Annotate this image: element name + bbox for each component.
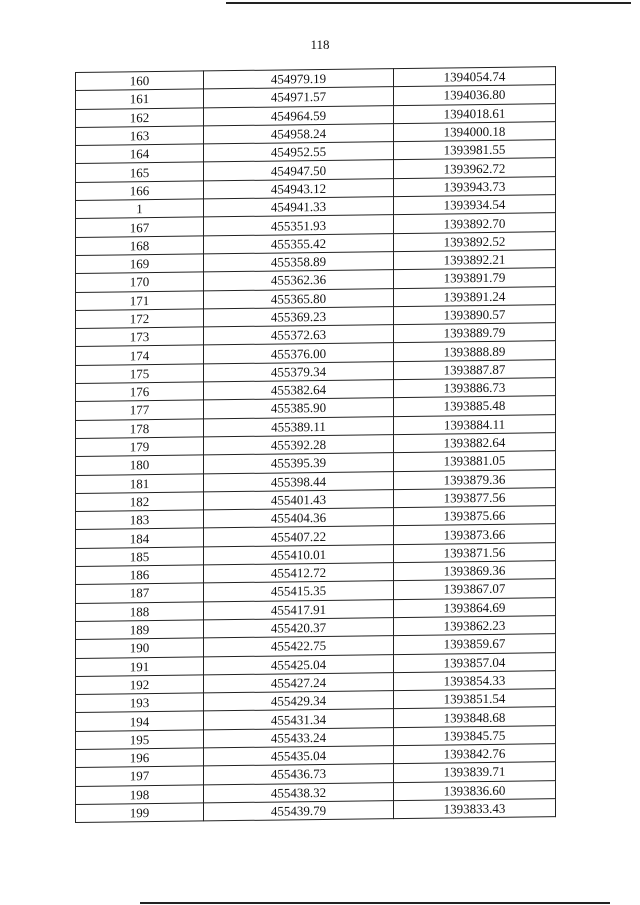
point-number-cell: 178 bbox=[76, 419, 204, 439]
point-number-cell: 176 bbox=[76, 382, 204, 402]
x-coordinate-cell: 455389.11 bbox=[204, 416, 394, 437]
y-coordinate-cell: 1393857.04 bbox=[394, 652, 556, 672]
y-coordinate-cell: 1393892.70 bbox=[394, 213, 556, 233]
y-coordinate-cell: 1393851.54 bbox=[394, 689, 556, 709]
x-coordinate-cell: 455407.22 bbox=[204, 526, 394, 547]
point-number-cell: 174 bbox=[76, 345, 204, 365]
point-number-cell: 195 bbox=[76, 730, 204, 750]
y-coordinate-cell: 1393836.60 bbox=[394, 780, 556, 800]
x-coordinate-cell: 454958.24 bbox=[204, 123, 394, 144]
x-coordinate-cell: 455420.37 bbox=[204, 618, 394, 639]
y-coordinate-cell: 1393943.73 bbox=[394, 176, 556, 196]
x-coordinate-cell: 455365.80 bbox=[204, 288, 394, 309]
page-number: 118 bbox=[310, 37, 330, 52]
x-coordinate-cell: 454971.57 bbox=[204, 87, 394, 108]
x-coordinate-cell: 455427.24 bbox=[204, 672, 394, 693]
point-number-cell: 169 bbox=[76, 254, 204, 274]
point-number-cell: 1 bbox=[76, 199, 204, 219]
y-coordinate-cell: 1393848.68 bbox=[394, 707, 556, 727]
x-coordinate-cell: 455412.72 bbox=[204, 563, 394, 584]
point-number-cell: 185 bbox=[76, 547, 204, 567]
x-coordinate-cell: 455425.04 bbox=[204, 654, 394, 675]
x-coordinate-cell: 455369.23 bbox=[204, 306, 394, 327]
y-coordinate-cell: 1393875.66 bbox=[394, 506, 556, 526]
x-coordinate-cell: 455436.73 bbox=[204, 764, 394, 785]
point-number-cell: 175 bbox=[76, 364, 204, 384]
y-coordinate-cell: 1393881.05 bbox=[394, 451, 556, 471]
x-coordinate-cell: 455355.42 bbox=[204, 233, 394, 254]
point-number-cell: 191 bbox=[76, 656, 204, 676]
top-scan-rule bbox=[226, 2, 631, 4]
y-coordinate-cell: 1393884.11 bbox=[394, 414, 556, 434]
point-number-cell: 196 bbox=[76, 748, 204, 768]
x-coordinate-cell: 454943.12 bbox=[204, 178, 394, 199]
point-number-cell: 180 bbox=[76, 455, 204, 475]
point-number-cell: 199 bbox=[76, 803, 204, 823]
point-number-cell: 177 bbox=[76, 400, 204, 420]
point-number-cell: 190 bbox=[76, 638, 204, 658]
x-coordinate-cell: 454964.59 bbox=[204, 105, 394, 126]
x-coordinate-cell: 455438.32 bbox=[204, 782, 394, 803]
x-coordinate-cell: 455410.01 bbox=[204, 544, 394, 565]
y-coordinate-cell: 1393879.36 bbox=[394, 469, 556, 489]
point-number-cell: 163 bbox=[76, 126, 204, 146]
x-coordinate-cell: 455362.36 bbox=[204, 270, 394, 291]
y-coordinate-cell: 1393842.76 bbox=[394, 744, 556, 764]
y-coordinate-cell: 1393934.54 bbox=[394, 195, 556, 215]
y-coordinate-cell: 1393981.55 bbox=[394, 140, 556, 160]
point-number-cell: 167 bbox=[76, 217, 204, 237]
x-coordinate-cell: 455392.28 bbox=[204, 435, 394, 456]
point-number-cell: 179 bbox=[76, 437, 204, 457]
y-coordinate-cell: 1393885.48 bbox=[394, 396, 556, 416]
y-coordinate-cell: 1393888.89 bbox=[394, 341, 556, 361]
x-coordinate-cell: 455358.89 bbox=[204, 252, 394, 273]
y-coordinate-cell: 1393873.66 bbox=[394, 524, 556, 544]
point-number-cell: 170 bbox=[76, 272, 204, 292]
point-number-cell: 182 bbox=[76, 492, 204, 512]
x-coordinate-cell: 454952.55 bbox=[204, 142, 394, 163]
x-coordinate-cell: 454941.33 bbox=[204, 197, 394, 218]
point-number-cell: 187 bbox=[76, 583, 204, 603]
x-coordinate-cell: 455372.63 bbox=[204, 325, 394, 346]
y-coordinate-cell: 1393859.67 bbox=[394, 634, 556, 654]
y-coordinate-cell: 1393839.71 bbox=[394, 762, 556, 782]
y-coordinate-cell: 1393871.56 bbox=[394, 542, 556, 562]
y-coordinate-cell: 1393869.36 bbox=[394, 561, 556, 581]
coordinates-table-body bbox=[76, 67, 556, 823]
y-coordinate-cell: 1393891.79 bbox=[394, 268, 556, 288]
point-number-cell: 161 bbox=[76, 89, 204, 109]
y-coordinate-cell: 1393892.21 bbox=[394, 250, 556, 270]
x-coordinate-cell: 454947.50 bbox=[204, 160, 394, 181]
y-coordinate-cell: 1393864.69 bbox=[394, 597, 556, 617]
x-coordinate-cell: 455439.79 bbox=[204, 800, 394, 821]
y-coordinate-cell: 1394054.74 bbox=[394, 67, 556, 87]
x-coordinate-cell: 455404.36 bbox=[204, 508, 394, 529]
y-coordinate-cell: 1393877.56 bbox=[394, 487, 556, 507]
y-coordinate-cell: 1393892.52 bbox=[394, 231, 556, 251]
point-number-cell: 165 bbox=[76, 162, 204, 182]
point-number-cell: 194 bbox=[76, 711, 204, 731]
point-number-cell: 160 bbox=[76, 71, 204, 91]
point-number-cell: 186 bbox=[76, 565, 204, 585]
x-coordinate-cell: 455398.44 bbox=[204, 471, 394, 492]
x-coordinate-cell: 455401.43 bbox=[204, 489, 394, 510]
x-coordinate-cell: 455415.35 bbox=[204, 581, 394, 602]
point-number-cell: 184 bbox=[76, 528, 204, 548]
x-coordinate-cell: 455433.24 bbox=[204, 727, 394, 748]
point-number-cell: 168 bbox=[76, 236, 204, 256]
point-number-cell: 171 bbox=[76, 290, 204, 310]
x-coordinate-cell: 455435.04 bbox=[204, 746, 394, 767]
y-coordinate-cell: 1393889.79 bbox=[394, 323, 556, 343]
y-coordinate-cell: 1393891.24 bbox=[394, 286, 556, 306]
x-coordinate-cell: 455417.91 bbox=[204, 599, 394, 620]
y-coordinate-cell: 1393845.75 bbox=[394, 725, 556, 745]
x-coordinate-cell: 455385.90 bbox=[204, 398, 394, 419]
point-number-cell: 164 bbox=[76, 144, 204, 164]
y-coordinate-cell: 1393882.64 bbox=[394, 433, 556, 453]
point-number-cell: 172 bbox=[76, 309, 204, 329]
y-coordinate-cell: 1394000.18 bbox=[394, 122, 556, 142]
y-coordinate-cell: 1393862.23 bbox=[394, 616, 556, 636]
point-number-cell: 193 bbox=[76, 693, 204, 713]
y-coordinate-cell: 1393867.07 bbox=[394, 579, 556, 599]
coordinates-table bbox=[75, 66, 556, 823]
y-coordinate-cell: 1393887.87 bbox=[394, 359, 556, 379]
x-coordinate-cell: 455379.34 bbox=[204, 361, 394, 382]
x-coordinate-cell: 455431.34 bbox=[204, 709, 394, 730]
y-coordinate-cell: 1394018.61 bbox=[394, 103, 556, 123]
bottom-scan-rule bbox=[140, 902, 610, 904]
x-coordinate-cell: 455395.39 bbox=[204, 453, 394, 474]
point-number-cell: 198 bbox=[76, 785, 204, 805]
x-coordinate-cell: 455376.00 bbox=[204, 343, 394, 364]
x-coordinate-cell: 455422.75 bbox=[204, 636, 394, 657]
y-coordinate-cell: 1393854.33 bbox=[394, 670, 556, 690]
point-number-cell: 197 bbox=[76, 766, 204, 786]
y-coordinate-cell: 1393833.43 bbox=[394, 799, 556, 819]
point-number-cell: 192 bbox=[76, 675, 204, 695]
x-coordinate-cell: 455382.64 bbox=[204, 380, 394, 401]
y-coordinate-cell: 1393962.72 bbox=[394, 158, 556, 178]
x-coordinate-cell: 455351.93 bbox=[204, 215, 394, 236]
y-coordinate-cell: 1393886.73 bbox=[394, 378, 556, 398]
y-coordinate-cell: 1393890.57 bbox=[394, 304, 556, 324]
point-number-cell: 173 bbox=[76, 327, 204, 347]
point-number-cell: 162 bbox=[76, 108, 204, 128]
point-number-cell: 166 bbox=[76, 181, 204, 201]
x-coordinate-cell: 454979.19 bbox=[204, 69, 394, 90]
point-number-cell: 189 bbox=[76, 620, 204, 640]
point-number-cell: 183 bbox=[76, 510, 204, 530]
point-number-cell: 181 bbox=[76, 473, 204, 493]
y-coordinate-cell: 1394036.80 bbox=[394, 85, 556, 105]
x-coordinate-cell: 455429.34 bbox=[204, 691, 394, 712]
point-number-cell: 188 bbox=[76, 602, 204, 622]
